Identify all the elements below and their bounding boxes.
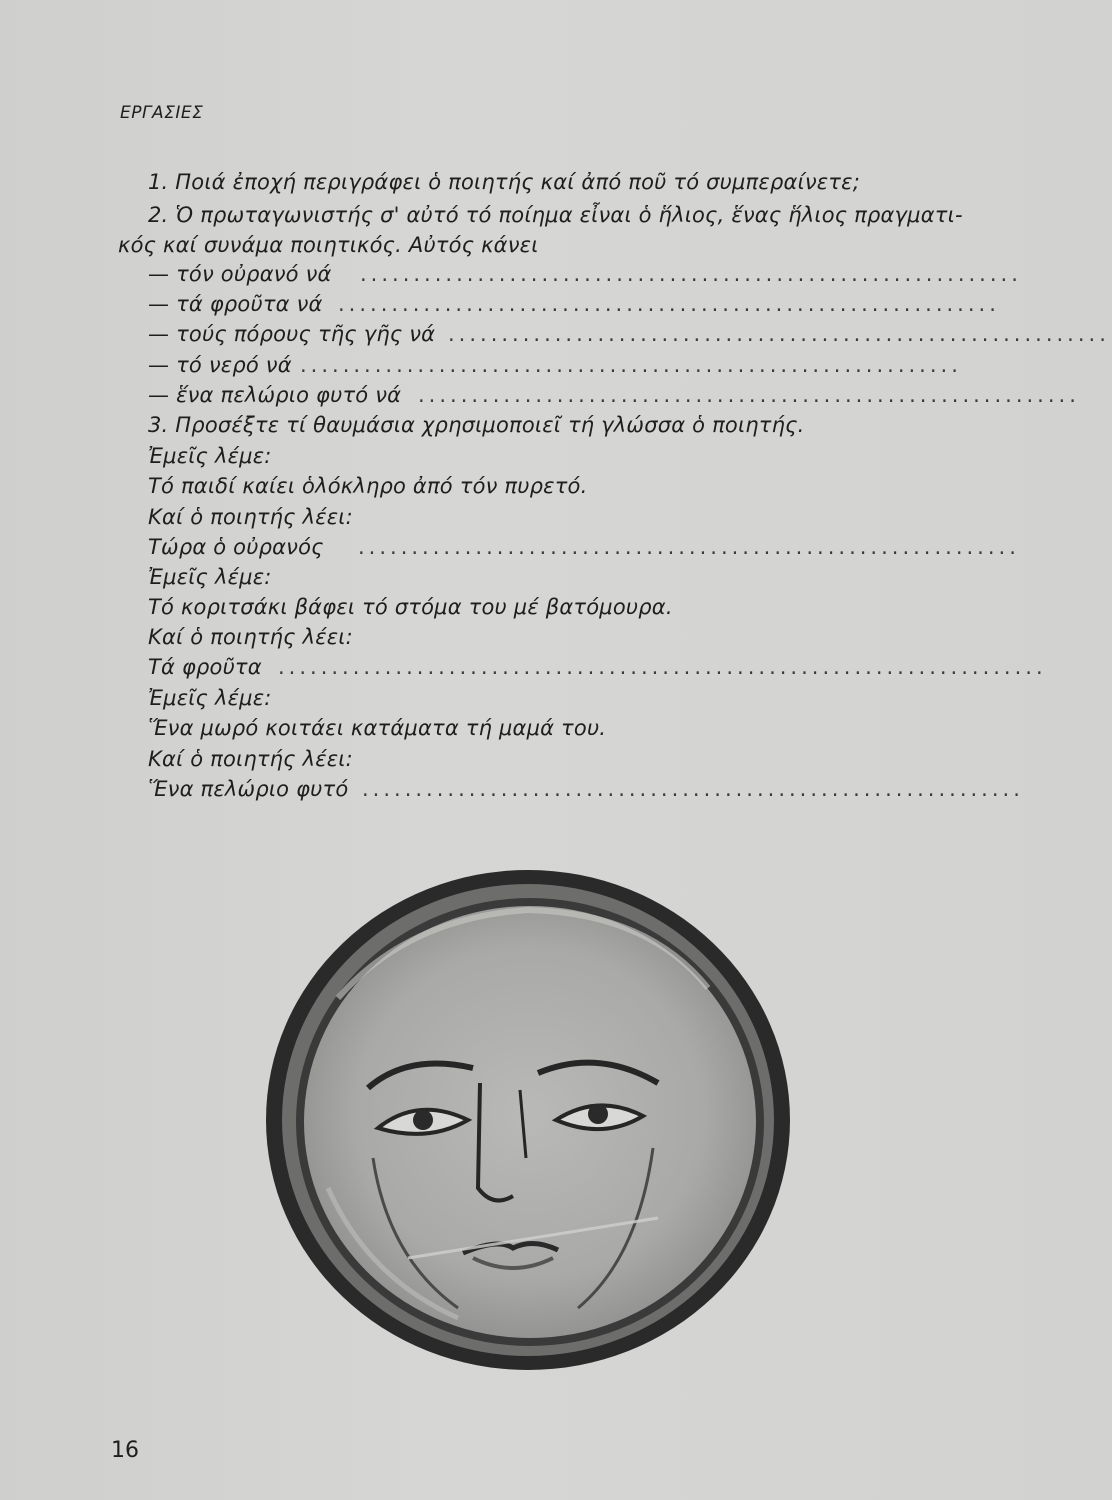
- fill-item: — τά φροῦτα νά: [148, 292, 323, 316]
- question-2-line-1: 2. Ὁ πρωταγωνιστής σ' αὐτό τό ποίημα εἶναι ὁ ἥλιος, ἕνας ἥλιος πραγματι-: [148, 203, 963, 227]
- answer-dots[interactable]: ..............................................................: [300, 353, 962, 377]
- poet-prompt: Ἕνα πελώριο φυτό: [148, 777, 349, 801]
- answer-dots[interactable]: ..............................................................: [362, 777, 1024, 801]
- sun-face-illustration: [258, 858, 798, 1378]
- poet-prompt: Τά φροῦτα: [148, 655, 262, 679]
- page-number: 16: [111, 1438, 139, 1463]
- answer-dots[interactable]: ..............................................................: [358, 535, 1020, 559]
- fill-item: — τόν οὐρανό νά: [148, 262, 332, 286]
- we-say-label: Ἐμεῖς λέμε:: [148, 444, 272, 468]
- left-pupil: [413, 1110, 433, 1130]
- fill-item: — ἕνα πελώριο φυτό νά: [148, 383, 402, 407]
- answer-dots[interactable]: ..............................................................: [448, 322, 1110, 346]
- section-heading: ΕΡΓΑΣΙΕΣ: [120, 103, 204, 123]
- poet-prompt: Τώρα ὁ οὐρανός: [148, 535, 324, 559]
- answer-dots[interactable]: ..............................................................: [360, 262, 1022, 286]
- poet-says-label: Καί ὁ ποιητής λέει:: [148, 625, 353, 649]
- fill-item: — τούς πόρους τῆς γῆς νά: [148, 322, 436, 346]
- example-sentence: Ἕνα μωρό κοιτάει κατάματα τή μαμά του.: [148, 716, 607, 740]
- answer-dots[interactable]: ..............................................................: [338, 292, 1000, 316]
- answer-dots[interactable]: ..............................................................: [418, 383, 1080, 407]
- example-sentence: Τό κοριτσάκι βάφει τό στόμα του μέ βατόμουρα.: [148, 595, 673, 619]
- poet-says-label: Καί ὁ ποιητής λέει:: [148, 505, 353, 529]
- right-pupil: [588, 1104, 608, 1124]
- we-say-label: Ἐμεῖς λέμε:: [148, 686, 272, 710]
- example-sentence: Τό παιδί καίει ὁλόκληρο ἀπό τόν πυρετό.: [148, 474, 588, 498]
- question-3: 3. Προσέξτε τί θαυμάσια χρησιμοποιεῖ τή γλώσσα ὁ ποιητής.: [148, 413, 805, 437]
- question-2-line-2: κός καί συνάμα ποιητικός. Αὐτός κάνει: [118, 233, 539, 257]
- we-say-label: Ἐμεῖς λέμε:: [148, 565, 272, 589]
- fill-item: — τό νερό νά: [148, 353, 292, 377]
- poet-says-label: Καί ὁ ποιητής λέει:: [148, 747, 353, 771]
- question-1: 1. Ποιά ἐποχή περιγράφει ὁ ποιητής καί ἀπό ποῦ τό συμπεραίνετε;: [148, 170, 860, 194]
- answer-dots[interactable]: ........................................................................: [278, 655, 1047, 679]
